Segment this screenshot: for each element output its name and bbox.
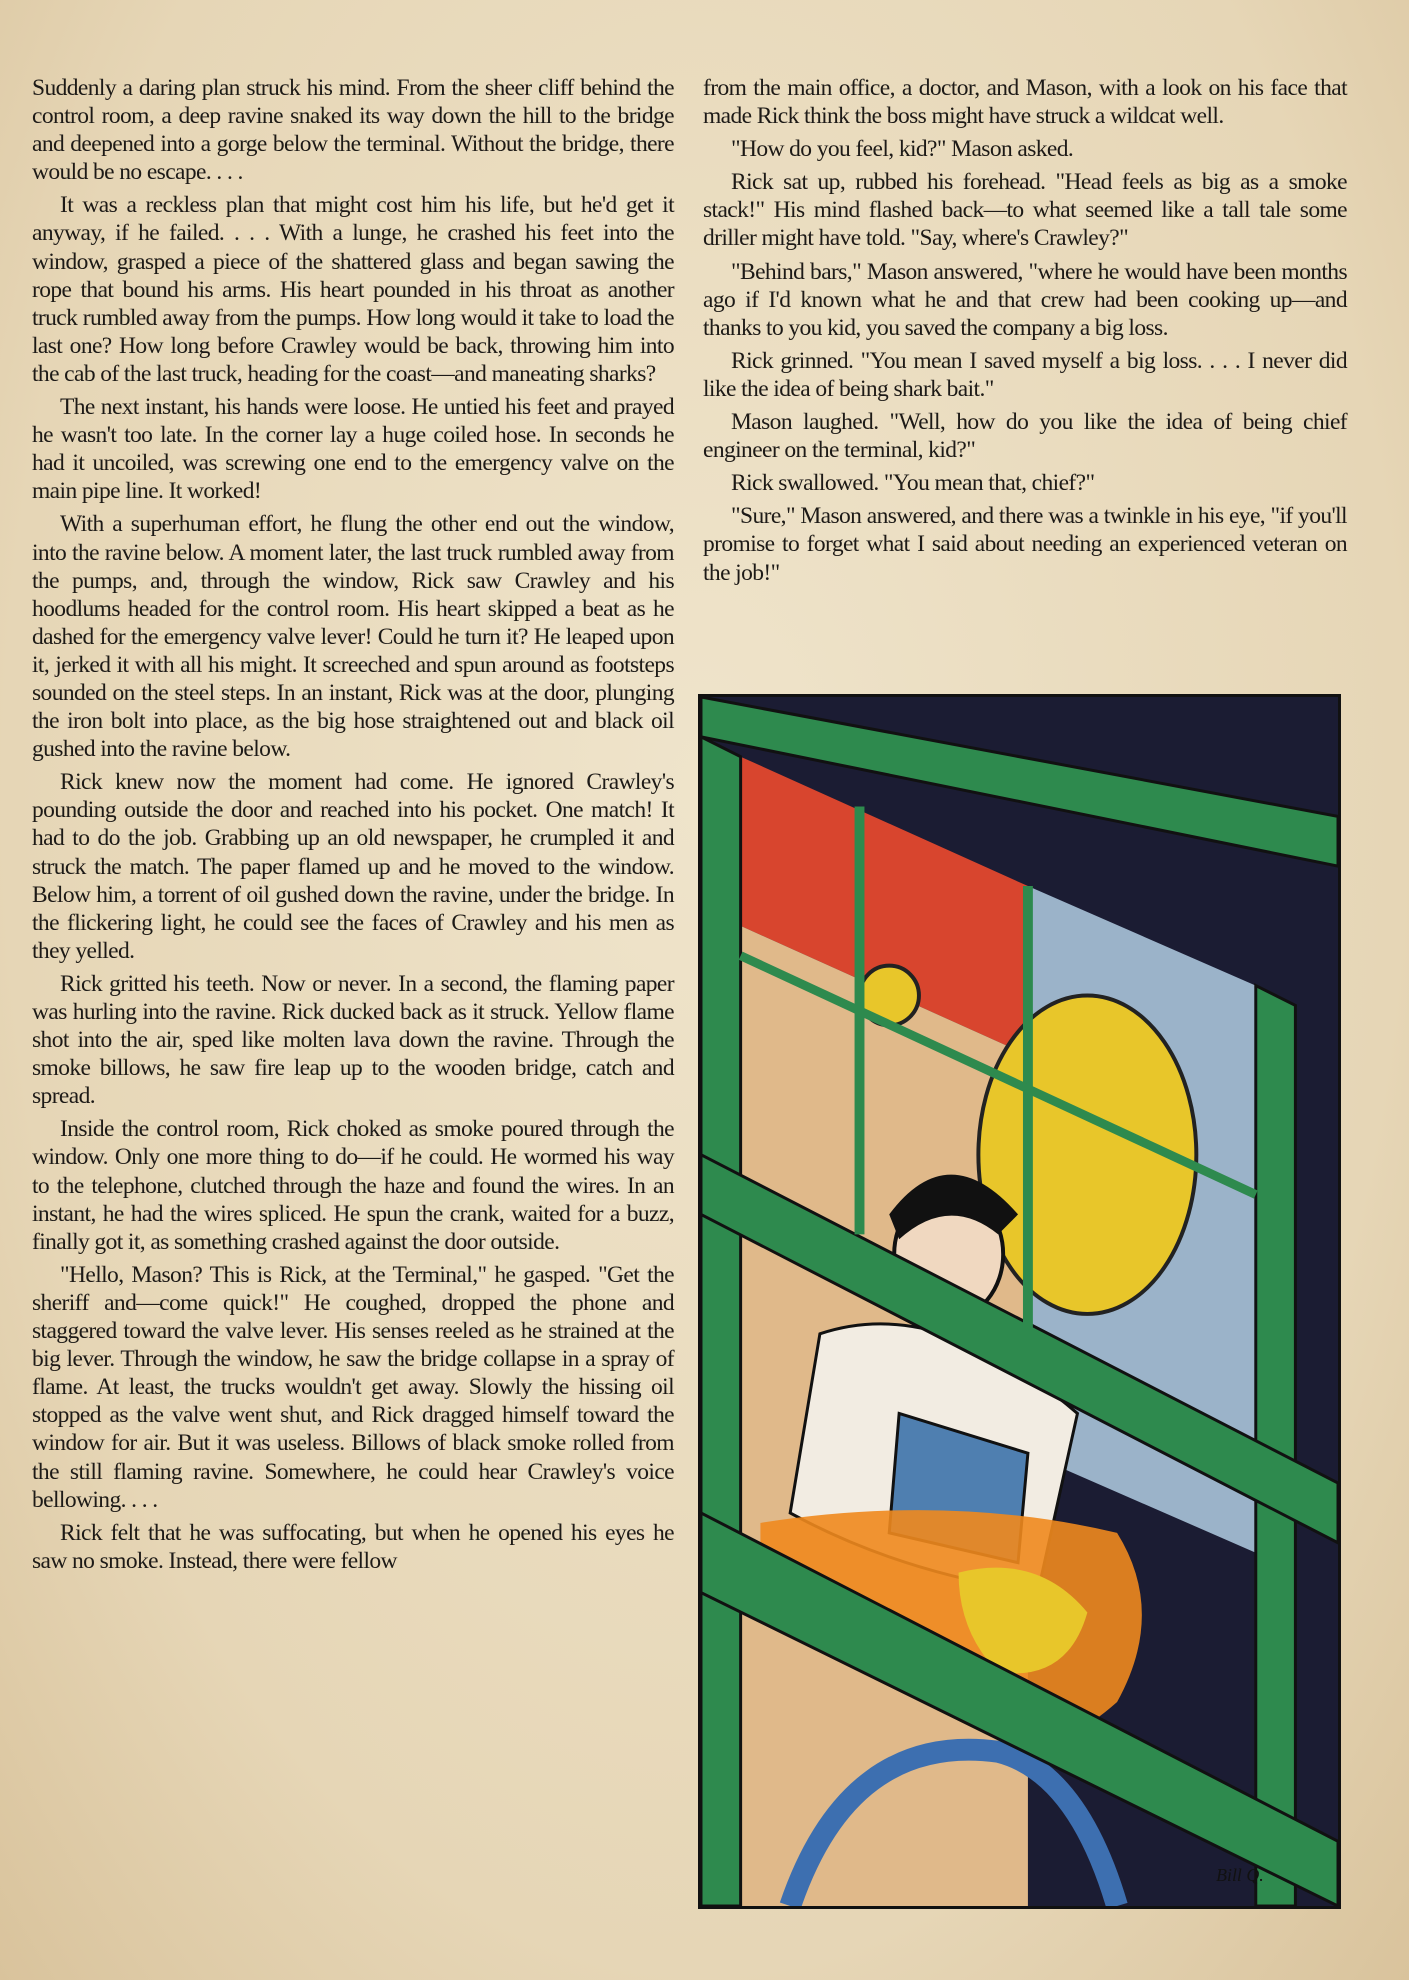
paragraph: It was a reckless plan that might cost him his life, but he'd get it anyway, if he failed. . . . With a lunge, he crashed his feet into the window, grasped a piece of the shattered glass and began sawing the rope that bound his arms. His heart pounded in his throat as another truck rumbled away from the pumps. How long would it take to load the last one? How long before Crawley would be back, throwing him into the cab of the last truck, heading for the coast—and maneating sharks? <box>32 192 674 387</box>
paragraph: "How do you feel, kid?" Mason asked. <box>731 136 1074 163</box>
paragraph: With a superhuman effort, he flung the other end out the window, into the ravine below. A moment later, the last truck rumbled away from the pumps, and, through the window, Rick saw Crawley and his hoodlums headed for the control room. His heart skipped a beat as he dashed for the emergency valve lever! Could he turn it? He leaped upon it, jerked it with all his might. It screeched and spun around as footsteps sounded on the steel steps. In an instant, Rick was at the door, plunging the iron bolt into place, as the big hose straightened out and black oil gushed into the ravine below. <box>32 511 674 763</box>
paragraph: Mason laughed. "Well, how do you like the idea of being chief engineer on the terminal, kid?" <box>703 409 1347 464</box>
paragraph: Rick knew now the moment had come. He ignored Crawley's pounding outside the door and reached into his pocket. One match! It had to do the job. Grabbing up an old newspaper, he crumpled it and struck the match. The paper flamed up and he moved to the window. Below him, a torrent of oil gushed down the ravine, under the bridge. In the flickering light, he could see the faces of Crawley and his men as they yelled. <box>32 769 674 964</box>
paragraph: The next instant, his hands were loose. He untied his feet and prayed he wasn't too late. In the corner lay a huge coiled hose. In seconds he had it uncoiled, was screwing one end to the emergency valve on the main pipe line. It worked! <box>32 394 674 505</box>
paragraph: Suddenly a daring plan struck his mind. From the sheer cliff behind the control room, a deep ravine snaked its way down the hill to the bridge and deepened into a gorge below the terminal. Without the bridge, there would be no escape. . . . <box>32 75 674 186</box>
paragraph: from the main office, a doctor, and Mason, with a look on his face that made Rick think the boss might have struck a wildcat well. <box>703 75 1347 130</box>
paragraph: Rick felt that he was suffocating, but when he opened his eyes he saw no smoke. Instead, there were fellow <box>32 1519 674 1574</box>
left-text-column <box>32 74 674 1580</box>
illustration-art <box>701 697 1338 1906</box>
paragraph: Rick sat up, rubbed his forehead. "Head feels as big as a smoke stack!" His mind flashed back—to what seemed like a tall tale some driller might have told. "Say, where's Crawley?" <box>703 169 1347 252</box>
paragraph: "Hello, Mason? This is Rick, at the Terminal," he gasped. "Get the sheriff and—come quick!" He coughed, dropped the phone and staggered toward the valve lever. His senses reeled as he strained at the big lever. Through the window, he saw the bridge collapse in a spray of flame. At least, the trucks wouldn't get away. Slowly the hissing oil stopped as the valve went shut, and Rick dragged himself toward the window for air. But it was useless. Billows of black smoke rolled from the still flaming ravine. Somewhere, he could hear Crawley's voice bellowing. . . . <box>32 1261 674 1513</box>
paragraph: Rick grinned. "You mean I saved myself a big loss. . . . I never did like the idea of being shark bait." <box>703 347 1347 402</box>
paragraph: Rick gritted his teeth. Now or never. In a second, the flaming paper was hurling into the ravine. Rick ducked back as it struck. Yellow flame shot into the air, sped like molten lava down the ravine. Through the smoke billows, he saw fire leap up to the wooden bridge, catch and spread. <box>32 970 674 1110</box>
paragraph: Rick swallowed. "You mean that, chief?" <box>731 470 1095 497</box>
right-text-column <box>703 74 1347 592</box>
paragraph: "Sure," Mason answered, and there was a twinkle in his eye, "if you'll promise to forget what I said about needing an experienced veteran on the job!" <box>703 503 1347 586</box>
illustration-panel <box>698 694 1341 1909</box>
window-frame-left <box>701 737 741 1906</box>
paragraph: Inside the control room, Rick choked as smoke poured through the window. Only one more thing to do—if he could. He wormed his way to the telephone, clutched through the haze and found the wires. In an instant, he had the wires spliced. He spun the crank, waited for a buzz, finally got it, as something crashed against the door outside. <box>32 1116 674 1255</box>
artist-signature: Bill Q. <box>1216 1865 1264 1886</box>
paragraph: "Behind bars," Mason answered, "where he would have been months ago if I'd known what he and that crew had been cooking up—and thanks to you kid, you saved the company a big loss. <box>703 258 1347 341</box>
